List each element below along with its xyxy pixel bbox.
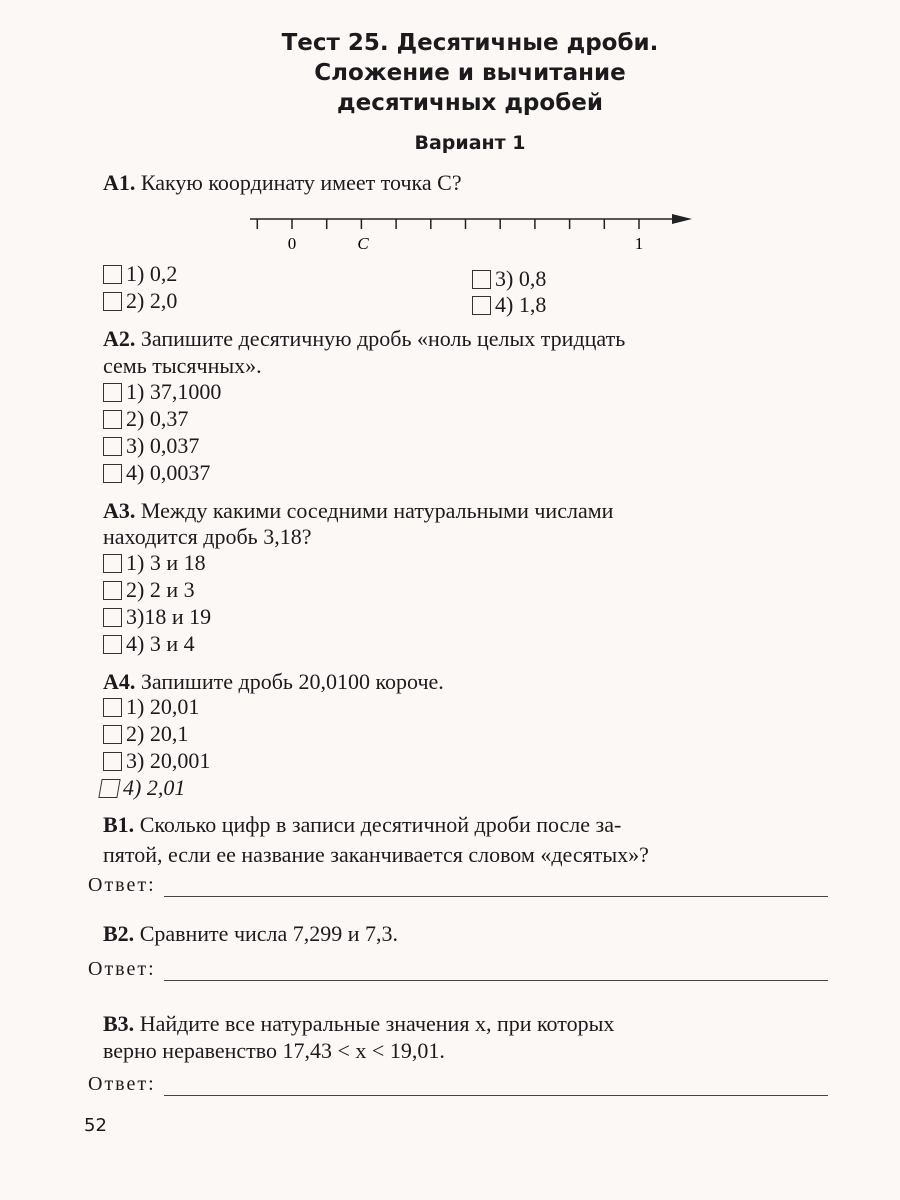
checkbox[interactable] [103,265,122,284]
checkbox[interactable] [103,725,122,744]
answer-label: Ответ: [88,874,156,896]
option-a4-1[interactable]: 1) 20,01 [103,694,199,720]
question-text: Запишите дробь 20,0100 короче. [140,669,444,694]
option-a3-2[interactable]: 2) 2 и 3 [103,577,195,603]
option-a2-1[interactable]: 1) 37,1000 [103,379,221,405]
question-a3 [103,498,613,524]
checkbox[interactable] [98,779,120,798]
answer-field-b2[interactable] [88,958,828,981]
checkbox[interactable] [103,554,122,573]
checkbox[interactable] [472,270,491,289]
axis-label-zero: 0 [287,234,297,253]
checkbox[interactable] [103,464,122,483]
question-a2-cont: семь тысячных». [103,353,262,378]
question-number: А2. [103,326,136,351]
checkbox[interactable] [103,383,122,402]
checkbox[interactable] [103,752,122,771]
question-text: Сколько цифр в записи десятичной дроби после за- [139,812,622,837]
answer-label: Ответ: [88,1073,156,1095]
option-a4-4[interactable]: 4) 2,01 [100,775,185,801]
question-number: В1. [103,812,135,837]
option-a3-1[interactable]: 1) 3 и 18 [103,550,206,576]
page-number: 52 [84,1115,107,1136]
option-a1-2[interactable]: 2) 2,0 [103,288,177,314]
question-a2 [103,326,625,352]
option-a1-1[interactable]: 1) 0,2 [103,261,177,287]
question-b1 [103,812,621,838]
question-text: Какую координату имеет точка C? [140,170,462,195]
answer-field-b3[interactable] [88,1073,828,1096]
question-number: А4. [103,669,136,694]
question-text: Между какими соседними натуральными числами [140,498,614,523]
test-title-line-3: десятичных дробей [337,90,603,116]
question-number: А1. [103,170,136,195]
option-a2-4[interactable]: 4) 0,0037 [103,460,210,486]
question-b2 [103,921,398,947]
question-number: В3. [103,1011,135,1036]
answer-line[interactable] [164,1077,828,1096]
option-a1-4[interactable]: 4) 1,8 [472,292,546,318]
option-a4-2[interactable]: 2) 20,1 [103,721,188,747]
question-b1-cont: пятой, если ее название заканчивается словом «десятых»? [103,842,649,867]
question-b3 [103,1011,614,1037]
question-text: Сравните числа 7,299 и 7,3. [139,921,399,946]
question-text: Запишите десятичную дробь «ноль целых тридцать [140,326,626,351]
option-a2-3[interactable]: 3) 0,037 [103,433,199,459]
number-line [240,205,700,255]
checkbox[interactable] [103,635,122,654]
question-a3-cont: находится дробь 3,18? [103,524,312,549]
checkbox[interactable] [103,410,122,429]
question-b3-cont: верно неравенство 17,43 < x < 19,01. [103,1038,445,1063]
option-a3-3[interactable]: 3)18 и 19 [103,604,211,630]
answer-line[interactable] [164,878,828,897]
checkbox[interactable] [103,608,122,627]
question-number: В2. [103,921,135,946]
axis-label-point: C [357,234,369,253]
answer-label: Ответ: [88,958,156,980]
answer-field-b1[interactable] [88,874,828,897]
question-a4 [103,669,444,695]
checkbox[interactable] [472,296,491,315]
variant-heading: Вариант 1 [414,132,526,154]
test-title-line-1: Тест 25. Десятичные дроби. [281,30,659,56]
option-a1-3[interactable]: 3) 0,8 [472,266,546,292]
axis-label-one: 1 [634,234,644,253]
option-a2-2[interactable]: 2) 0,37 [103,406,188,432]
checkbox[interactable] [103,581,122,600]
option-a4-3[interactable]: 3) 20,001 [103,748,210,774]
checkbox[interactable] [103,698,122,717]
answer-line[interactable] [164,962,828,981]
test-title-line-2: Сложение и вычитание [314,60,626,86]
question-text: Найдите все натуральные значения x, при которых [139,1011,615,1036]
question-number: А3. [103,498,136,523]
option-a3-4[interactable]: 4) 3 и 4 [103,631,195,657]
checkbox[interactable] [103,437,122,456]
question-a1 [103,170,462,196]
arrow-icon [672,214,692,224]
checkbox[interactable] [103,292,122,311]
